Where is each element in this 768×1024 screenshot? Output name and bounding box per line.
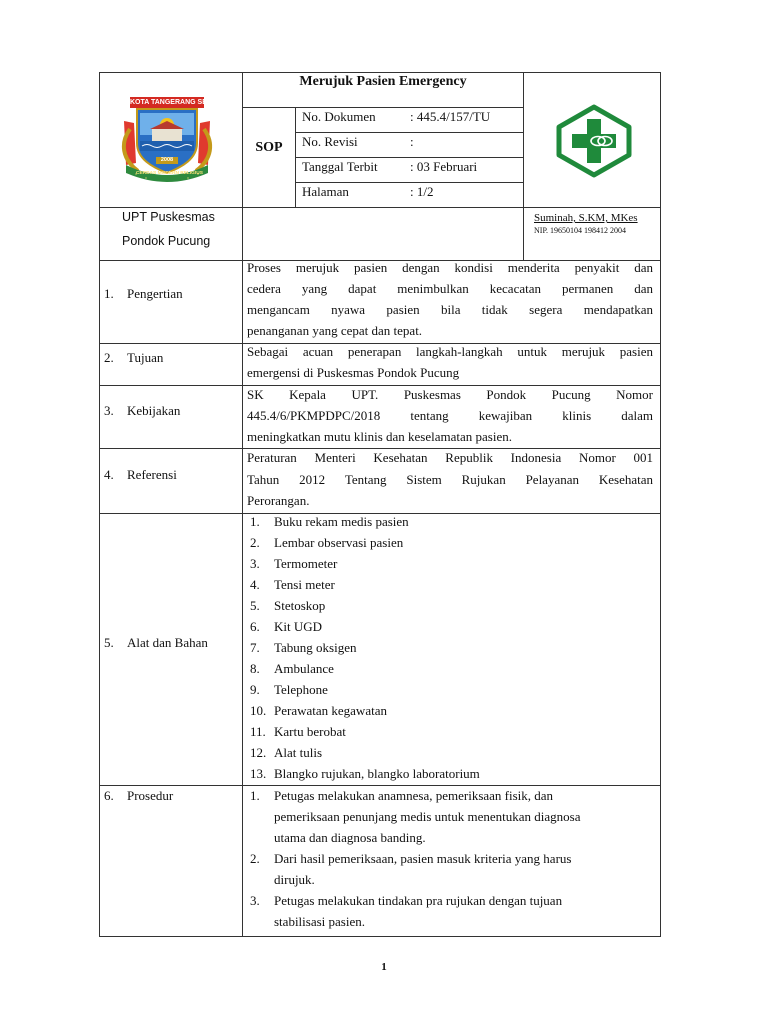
step-line: Petugas melakukan anamnesa, pemeriksaan fisik, dan (274, 788, 554, 803)
content-line: emergensi di Puskesmas Pondok Pucung (247, 365, 460, 380)
section-label: Tujuan (127, 350, 164, 365)
logo-motto-text: CERDAS MODERN RELIGIUS (136, 171, 203, 176)
content-line: Tahun 2012 Tentang Sistem Rujukan Pelayanan Kesehatan (247, 472, 653, 487)
step-number: 1. (250, 788, 260, 803)
content-line: Perorangan. (247, 493, 310, 508)
content-line: penanganan yang cepat dan tepat. (247, 323, 423, 338)
list-item: Tabung oksigen (274, 640, 357, 655)
section-label: Prosedur (127, 788, 174, 803)
list-item-number: 5. (250, 598, 260, 613)
list-item: Lembar observasi pasien (274, 535, 404, 550)
list-item-number: 13. (250, 766, 267, 781)
list-item: Alat tulis (274, 745, 323, 760)
list-item-number: 7. (250, 640, 260, 655)
signer-name: Suminah, S.KM, MKes (534, 212, 638, 224)
list-item-number: 11. (250, 724, 266, 739)
content-line: 445.4/6/PKMPDPC/2018 tentang kewajiban klinis dalam (247, 408, 653, 423)
logo-year: 2008 (160, 157, 174, 163)
content-line: meningkatkan mutu klinis dan keselamatan pasien. (247, 429, 512, 444)
meta-label: No. Revisi (302, 134, 358, 149)
section-label: Alat dan Bahan (127, 635, 208, 650)
list-item: Termometer (274, 556, 338, 571)
sop-label: SOP (255, 140, 283, 155)
section-number: 2. (104, 350, 114, 365)
list-item-number: 4. (250, 577, 260, 592)
meta-label: No. Dokumen (302, 109, 376, 124)
content-line: SK Kepala UPT. Puskesmas Pondok Pucung Nomor (247, 387, 653, 402)
section-number: 1. (104, 286, 114, 301)
section-number: 4. (104, 467, 114, 482)
content-line: cedera yang dapat menimbulkan kecacatan permanen dan (247, 281, 653, 296)
list-item: Telephone (274, 682, 328, 697)
page-number: 1 (381, 961, 387, 973)
city-logo (112, 93, 230, 183)
list-item: Kartu berobat (274, 724, 346, 739)
step-line: stabilisasi pasien. (274, 914, 365, 929)
org-name-line2: Pondok Pucung (122, 234, 211, 248)
section-number: 6. (104, 788, 114, 803)
section-number: 5. (104, 635, 114, 650)
section-label: Pengertian (127, 286, 183, 301)
meta-value: : 03 Februari (410, 159, 478, 174)
content-line: Proses merujuk pasien dengan kondisi menderita penyakit dan (247, 260, 653, 275)
section-label: Referensi (127, 467, 177, 482)
logo-banner-text: KOTA TANGERANG SELATAN (130, 99, 230, 106)
meta-label: Halaman (302, 184, 349, 199)
step-number: 3. (250, 893, 260, 908)
meta-value: : (410, 134, 414, 149)
list-item: Stetoskop (274, 598, 326, 613)
list-item: Ambulance (274, 661, 334, 676)
document-title: Merujuk Pasien Emergency (299, 74, 467, 89)
step-line: utama dan diagnosa banding. (274, 830, 426, 845)
content-line: Sebagai acuan penerapan langkah-langkah untuk merujuk pasien (247, 344, 653, 359)
list-item-number: 8. (250, 661, 260, 676)
list-item: Buku rekam medis pasien (274, 514, 409, 529)
step-number: 2. (250, 851, 260, 866)
step-line: Petugas melakukan tindakan pra rujukan dengan tujuan (274, 893, 563, 908)
list-item-number: 9. (250, 682, 260, 697)
signer-nip: NIP. 19650104 198412 2004 (534, 226, 627, 235)
meta-label: Tanggal Terbit (302, 159, 378, 174)
list-item: Blangko rujukan, blangko laboratorium (274, 766, 480, 781)
meta-value: : 445.4/157/TU (410, 109, 491, 124)
list-item-number: 6. (250, 619, 260, 634)
content-line: mengancam nyawa pasien bila tidak segera mendapatkan (247, 302, 653, 317)
list-item-number: 1. (250, 514, 260, 529)
puskesmas-logo-icon (553, 103, 635, 184)
step-line: Dari hasil pemeriksaan, pasien masuk kriteria yang harus (274, 851, 572, 866)
section-label: Kebijakan (127, 403, 181, 418)
section-number: 3. (104, 403, 114, 418)
list-item-number: 12. (250, 745, 267, 760)
list-item: Perawatan kegawatan (274, 703, 387, 718)
meta-value: : 1/2 (410, 184, 434, 199)
list-item-number: 2. (250, 535, 260, 550)
org-name-line1: UPT Puskesmas (122, 210, 215, 224)
list-item: Tensi meter (274, 577, 335, 592)
list-item-number: 10. (250, 703, 267, 718)
list-item: Kit UGD (274, 619, 323, 634)
content-line: Peraturan Menteri Kesehatan Republik Indonesia Nomor 001 (247, 450, 653, 465)
list-item-number: 3. (250, 556, 260, 571)
step-line: pemeriksaan penunjang medis untuk menentukan diagnosa (274, 809, 581, 824)
step-line: dirujuk. (274, 872, 315, 887)
